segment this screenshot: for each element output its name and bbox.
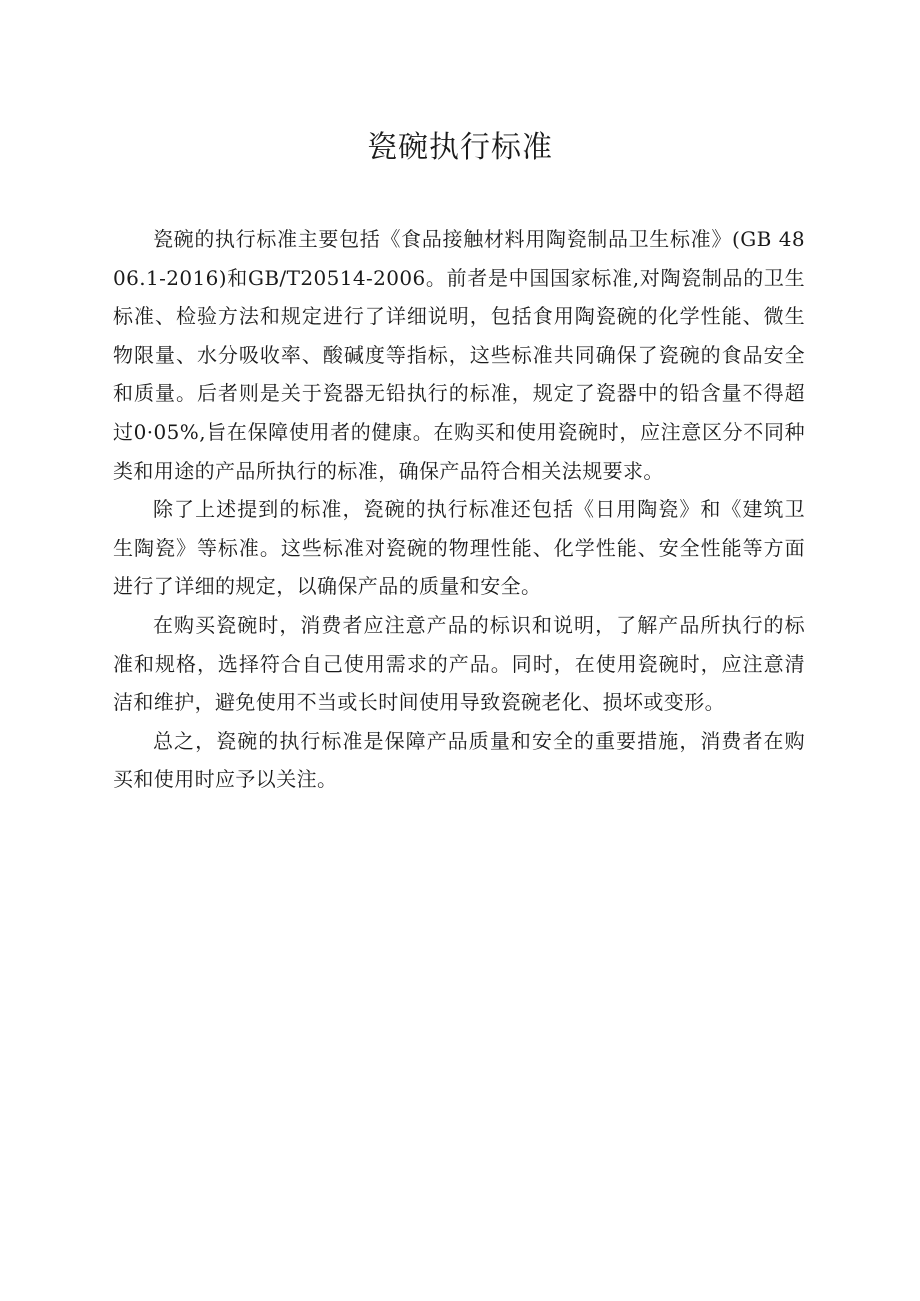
document-body [113, 220, 805, 799]
document-title: 瓷碗执行标准 [367, 130, 553, 165]
paragraph-standards-overview: 瓷碗的执行标准主要包括《食品接触材料用陶瓷制品卫生标准》(GB 4806.1-2016)和GB/T20514-2006。前者是中国国家标准,对陶瓷制品的卫生标准、检验方法和规定进行了详细说明，包括食用陶瓷碗的化学性能、微生物限量、水分吸收率、酸碱度等指标，这些标准共同确保了瓷碗的食品安全和质量。后者则是关于瓷器无铅执行的标准，规定了瓷器中的铅含量不得超过0·05%,旨在保障使用者的健康。在购买和使用瓷碗时，应注意区分不同种类和用途的产品所执行的标准，确保产品符合相关法规要求。 [113, 227, 805, 483]
paragraph-conclusion: 总之，瓷碗的执行标准是保障产品质量和安全的重要措施，消费者在购买和使用时应予以关注。 [113, 728, 805, 792]
paragraph-additional-standards: 除了上述提到的标准，瓷碗的执行标准还包括《日用陶瓷》和《建筑卫生陶瓷》等标准。这些标准对瓷碗的物理性能、化学性能、安全性能等方面进行了详细的规定，以确保产品的质量和安全。 [113, 497, 805, 599]
paragraph-purchase-advice: 在购买瓷碗时，消费者应注意产品的标识和说明，了解产品所执行的标准和规格，选择符合自己使用需求的产品。同时，在使用瓷碗时，应注意清洁和维护，避免使用不当或长时间使用导致瓷碗老化、损坏或变形。 [113, 612, 805, 715]
